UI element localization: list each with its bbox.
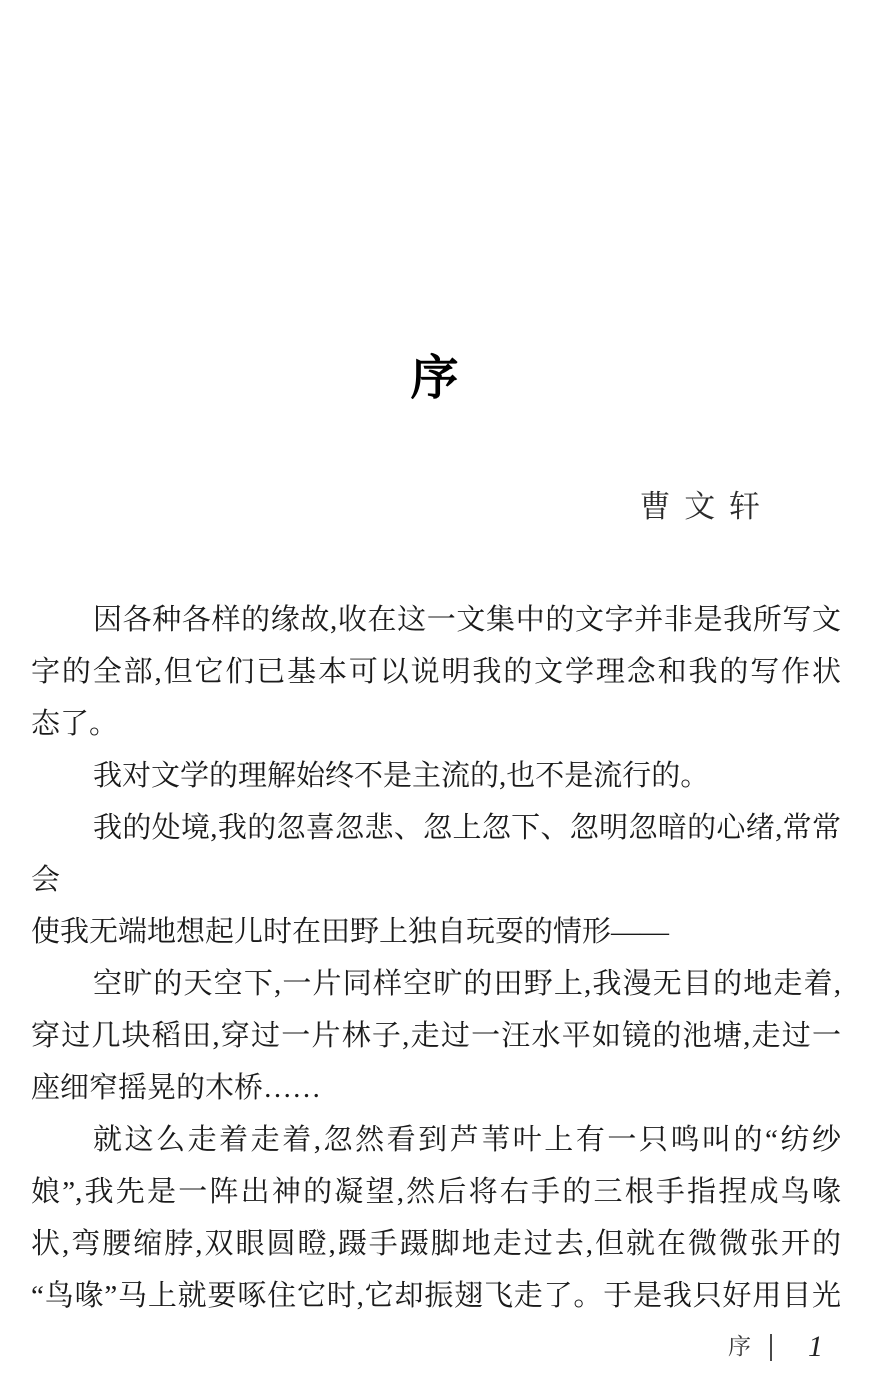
text-line: 因各种各样的缘故,收在这一文集中的文字并非是我所写文 bbox=[93, 604, 841, 636]
text-line: 座细窄摇晃的木桥…… bbox=[31, 1072, 322, 1104]
body-text bbox=[31, 594, 841, 1322]
text-line: 态了。 bbox=[31, 708, 119, 740]
text-line: 我对文学的理解始终不是主流的,也不是流行的。 bbox=[93, 760, 710, 792]
text-line: 空旷的天空下,一片同样空旷的田野上,我漫无目的地走着, bbox=[93, 968, 841, 1000]
text-line: 我的处境,我的忽喜忽悲、忽上忽下、忽明忽暗的心绪,常常会 bbox=[31, 812, 841, 896]
footer-divider-rule bbox=[770, 1334, 772, 1361]
footer-section-label: 序 bbox=[728, 1334, 751, 1359]
page-footer bbox=[728, 1330, 823, 1364]
text-line: 状,弯腰缩脖,双眼圆瞪,蹑手蹑脚地走过去,但就在微微张开的 bbox=[31, 1228, 841, 1260]
text-line: 穿过几块稻田,穿过一片林子,走过一汪水平如镜的池塘,走过一 bbox=[31, 1020, 841, 1052]
footer-page-number: 1 bbox=[808, 1330, 823, 1363]
author-name: 曹 文 轩 bbox=[639, 489, 763, 524]
text-line: 娘”,我先是一阵出神的凝望,然后将右手的三根手指捏成鸟喙 bbox=[31, 1176, 841, 1208]
text-line: 字的全部,但它们已基本可以说明我的文学理念和我的写作状 bbox=[31, 656, 841, 688]
text-line: 就这么走着走着,忽然看到芦苇叶上有一只鸣叫的“纺纱 bbox=[93, 1124, 841, 1156]
text-line: 使我无端地想起儿时在田野上独自玩耍的情形—— bbox=[31, 916, 670, 948]
page-title: 序 bbox=[410, 352, 459, 405]
text-line: “鸟喙”马上就要啄住它时,它却振翅飞走了。于是我只好用目光 bbox=[31, 1280, 841, 1312]
